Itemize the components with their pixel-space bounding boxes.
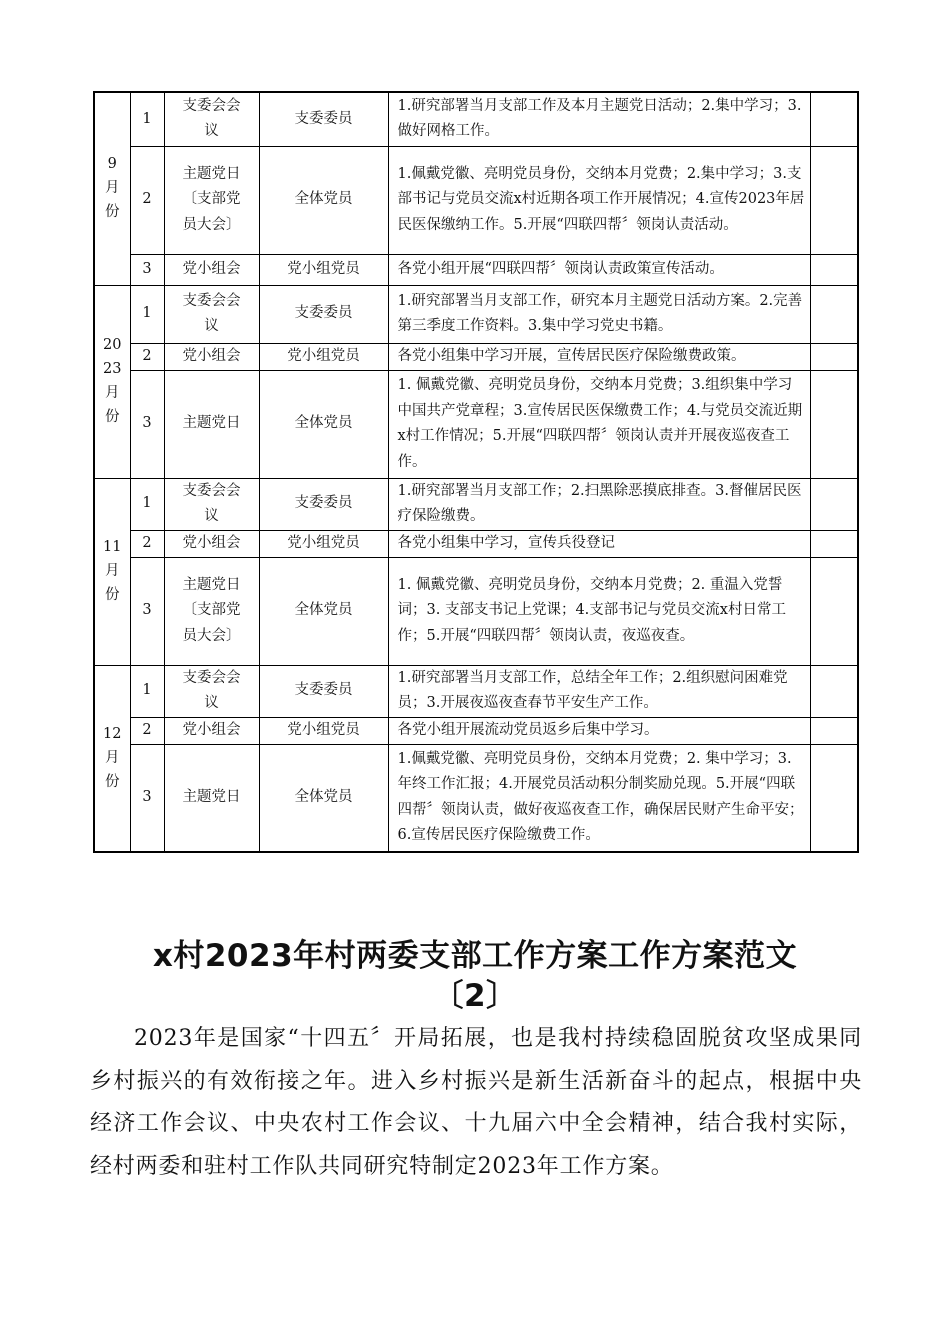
month-label: 12月份 bbox=[103, 725, 122, 790]
remarks-cell bbox=[810, 557, 858, 665]
schedule-table bbox=[93, 91, 859, 853]
row-number: 3 bbox=[142, 260, 152, 277]
meeting-content-cell bbox=[388, 665, 810, 717]
remarks-cell bbox=[810, 665, 858, 717]
meeting-content-cell bbox=[388, 92, 810, 146]
meeting-name-cell bbox=[164, 92, 259, 146]
meeting-content-cell bbox=[388, 146, 810, 254]
meeting-name: 党小组会 bbox=[182, 534, 241, 551]
participants: 全体党员 bbox=[294, 415, 353, 432]
participants: 支委委员 bbox=[294, 682, 353, 699]
meeting-name: 支委会会议 bbox=[182, 482, 241, 524]
meeting-name: 主题党日〔支部党员大会〕 bbox=[182, 576, 241, 644]
participants: 党小组党员 bbox=[287, 534, 360, 551]
table-row bbox=[94, 557, 858, 665]
remarks-cell bbox=[810, 717, 858, 744]
row-number: 2 bbox=[142, 347, 152, 364]
row-number-cell bbox=[130, 254, 164, 285]
participants: 党小组党员 bbox=[287, 260, 360, 277]
meeting-content: 1. 佩戴党徽、亮明党员身份，交纳本月党费；3.组织集中学习中国共产党章程；3.宣传居民医保缴费工作；4.与党员交流近期x村工作情况；5.开展“四联四帮〞领岗认责并开展夜巡夜查工作。 bbox=[397, 377, 803, 470]
meeting-name-cell bbox=[164, 744, 259, 852]
meeting-content-cell bbox=[388, 744, 810, 852]
remarks-cell bbox=[810, 92, 858, 146]
schedule-table-body bbox=[94, 92, 858, 852]
participants: 支委委员 bbox=[294, 305, 353, 322]
table-row bbox=[94, 254, 858, 285]
meeting-name: 支委会会议 bbox=[182, 669, 241, 711]
participants: 支委委员 bbox=[294, 110, 353, 127]
meeting-content-cell bbox=[388, 478, 810, 530]
meeting-content: 1.研究部署当月支部工作及本月主题党日活动；2.集中学习；3.做好网格工作。 bbox=[397, 97, 802, 140]
month-cell bbox=[94, 478, 130, 665]
remarks-cell bbox=[810, 370, 858, 478]
meeting-content: 1.佩戴党徽、亮明党员身份，交纳本月党费；2. 集中学习；3.年终工作汇报；4.开展党员活动积分制奖励兑现。5.开展“四联四帮〞领岗认责，做好夜巡夜查工作，确保居民财产生命平安；6.宣传居民医疗保险缴费工作。 bbox=[397, 750, 804, 844]
meeting-content-cell bbox=[388, 530, 810, 557]
row-number-cell bbox=[130, 665, 164, 717]
meeting-name: 党小组会 bbox=[182, 260, 241, 277]
row-number: 3 bbox=[142, 789, 152, 805]
month-cell bbox=[94, 665, 130, 852]
meeting-name-cell bbox=[164, 285, 259, 343]
document-title-line2: 〔2〕 bbox=[432, 977, 518, 1014]
meeting-content: 各党小组集中学习开展，宣传居民医疗保险缴费政策。 bbox=[397, 347, 746, 364]
participants-cell bbox=[259, 717, 388, 744]
table-row bbox=[94, 717, 858, 744]
remarks-cell bbox=[810, 744, 858, 852]
remarks-cell bbox=[810, 285, 858, 343]
meeting-content: 各党小组开展流动党员返乡后集中学习。 bbox=[397, 721, 659, 738]
row-number-cell bbox=[130, 285, 164, 343]
row-number-cell bbox=[130, 744, 164, 852]
meeting-name: 主题党日 bbox=[182, 789, 241, 805]
participants: 党小组党员 bbox=[287, 721, 360, 738]
meeting-name-cell bbox=[164, 665, 259, 717]
meeting-content-cell bbox=[388, 285, 810, 343]
remarks-cell bbox=[810, 254, 858, 285]
meeting-content-cell bbox=[388, 370, 810, 478]
participants-cell bbox=[259, 285, 388, 343]
meeting-name: 党小组会 bbox=[182, 721, 241, 738]
remarks-cell bbox=[810, 343, 858, 370]
table-row bbox=[94, 285, 858, 343]
row-number-cell bbox=[130, 530, 164, 557]
month-label: 9月份 bbox=[105, 156, 120, 220]
remarks-cell bbox=[810, 146, 858, 254]
participants: 支委委员 bbox=[294, 495, 353, 512]
participants-cell bbox=[259, 478, 388, 530]
table-row bbox=[94, 146, 858, 254]
participants: 全体党员 bbox=[294, 191, 353, 208]
meeting-content: 1.研究部署当月支部工作；2.扫黑除恶摸底排查。3.督催居民医疗保险缴费。 bbox=[397, 482, 802, 524]
participants-cell bbox=[259, 370, 388, 478]
participants-cell bbox=[259, 146, 388, 254]
meeting-content: 1.佩戴党徽、亮明党员身份，交纳本月党费；2.集中学习；3.支部书记与党员交流x村近期各项工作开展情况；4.宣传2023年居民医保缴纳工作。5.开展“四联四帮〞领岗认责活动。 bbox=[397, 165, 805, 233]
participants-cell bbox=[259, 530, 388, 557]
meeting-name: 党小组会 bbox=[182, 347, 241, 364]
participants: 全体党员 bbox=[294, 602, 353, 619]
meeting-name: 主题党日 bbox=[182, 415, 241, 432]
meeting-content: 1. 佩戴党徽、亮明党员身份，交纳本月党费；2. 重温入党誓词；3. 支部支书记上党课；4.支部书记与党员交流x村日常工作；5.开展“四联四帮〞领岗认责，夜巡夜查。 bbox=[397, 576, 786, 644]
table-row bbox=[94, 665, 858, 717]
meeting-content-cell bbox=[388, 557, 810, 665]
meeting-name-cell bbox=[164, 530, 259, 557]
meeting-content: 1.研究部署当月支部工作，总结全年工作；2.组织慰问困难党员；3.开展夜巡夜查春节平安生产工作。 bbox=[397, 669, 788, 711]
row-number: 3 bbox=[142, 415, 152, 432]
meeting-name: 支委会会议 bbox=[182, 97, 241, 140]
row-number-cell bbox=[130, 557, 164, 665]
row-number: 3 bbox=[142, 602, 152, 619]
table-row bbox=[94, 530, 858, 557]
meeting-name: 主题党日〔支部党员大会〕 bbox=[182, 165, 241, 233]
row-number: 1 bbox=[142, 495, 152, 512]
participants-cell bbox=[259, 665, 388, 717]
month-label: 2023月份 bbox=[103, 336, 122, 425]
meeting-name-cell bbox=[164, 343, 259, 370]
row-number-cell bbox=[130, 717, 164, 744]
meeting-content: 各党小组集中学习，宣传兵役登记 bbox=[397, 534, 615, 551]
row-number: 1 bbox=[142, 682, 152, 699]
remarks-cell bbox=[810, 530, 858, 557]
intro-paragraph: 2023年是国家“十四五〞开局拓展，也是我村持续稳固脱贫攻坚成果同乡村振兴的有效衔接之年。进入乡村振兴是新生活新奋斗的起点，根据中央经济工作会议、中央农村工作会议、十九届六中全会精神，结合我村实际，经村两委和驻村工作队共同研究特制定2023年工作方案。 bbox=[90, 1026, 862, 1179]
meeting-name-cell bbox=[164, 146, 259, 254]
row-number: 2 bbox=[142, 721, 152, 738]
participants-cell bbox=[259, 343, 388, 370]
participants: 党小组党员 bbox=[287, 347, 360, 364]
row-number: 1 bbox=[142, 110, 152, 127]
meeting-content: 1.研究部署当月支部工作，研究本月主题党日活动方案。2.完善第三季度工作资料。3.集中学习党史书籍。 bbox=[397, 292, 803, 334]
meeting-name: 支委会会议 bbox=[182, 292, 241, 334]
month-cell bbox=[94, 285, 130, 478]
meeting-name-cell bbox=[164, 717, 259, 744]
month-label: 11月份 bbox=[103, 538, 122, 603]
meeting-content-cell bbox=[388, 254, 810, 285]
meeting-content: 各党小组开展“四联四帮〞领岗认责政策宣传活动。 bbox=[397, 260, 724, 277]
row-number-cell bbox=[130, 478, 164, 530]
participants-cell bbox=[259, 254, 388, 285]
meeting-name-cell bbox=[164, 557, 259, 665]
table-row bbox=[94, 478, 858, 530]
participants-cell bbox=[259, 557, 388, 665]
row-number: 1 bbox=[142, 305, 152, 322]
row-number: 2 bbox=[142, 191, 152, 208]
table-row bbox=[94, 343, 858, 370]
meeting-content-cell bbox=[388, 343, 810, 370]
row-number: 2 bbox=[142, 534, 152, 551]
month-cell bbox=[94, 92, 130, 285]
meeting-name-cell bbox=[164, 370, 259, 478]
table-row bbox=[94, 92, 858, 146]
document-title bbox=[60, 936, 890, 1016]
participants-cell bbox=[259, 744, 388, 852]
document-title-line1: x村2023年村两委支部工作方案工作方案范文 bbox=[152, 937, 798, 974]
meeting-content-cell bbox=[388, 717, 810, 744]
participants-cell bbox=[259, 92, 388, 146]
row-number-cell bbox=[130, 92, 164, 146]
row-number-cell bbox=[130, 343, 164, 370]
participants: 全体党员 bbox=[294, 789, 353, 805]
row-number-cell bbox=[130, 146, 164, 254]
table-row bbox=[94, 744, 858, 852]
meeting-name-cell bbox=[164, 478, 259, 530]
remarks-cell bbox=[810, 478, 858, 530]
table-row bbox=[94, 370, 858, 478]
meeting-name-cell bbox=[164, 254, 259, 285]
row-number-cell bbox=[130, 370, 164, 478]
